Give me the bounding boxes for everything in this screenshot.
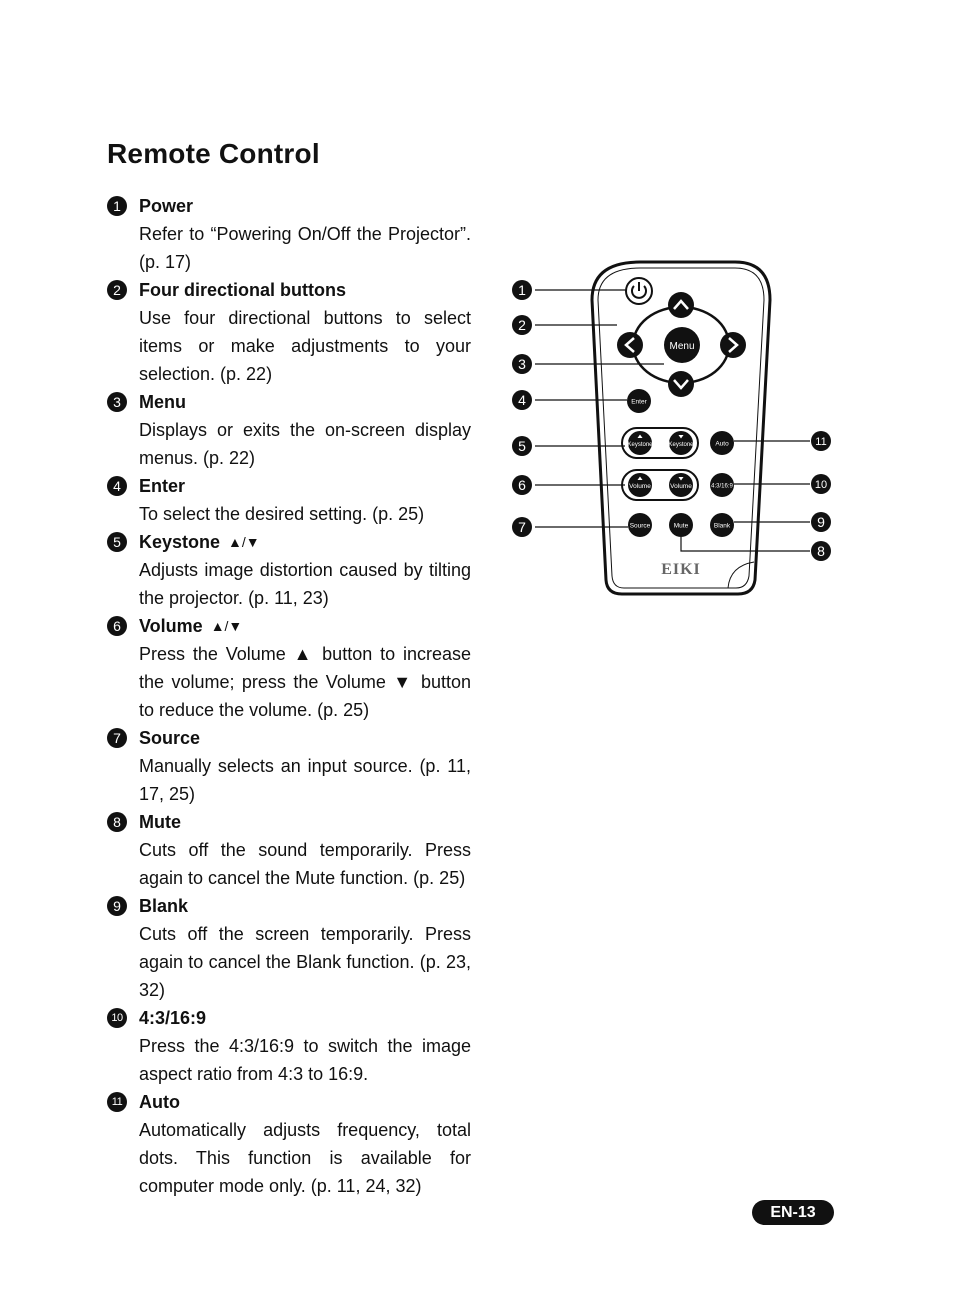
keystone-up-label: Keystone — [627, 442, 653, 448]
item-number: 8 — [107, 812, 127, 832]
item-title: Mute — [139, 811, 181, 832]
mute-button[interactable] — [669, 513, 693, 537]
item-description: Automatically adjusts frequency, total dots. This function is available for computer mode only. (p. 11, 24, 32) — [139, 1120, 471, 1196]
svg-text:7: 7 — [518, 519, 526, 535]
list-item — [107, 528, 471, 612]
source-button[interactable] — [628, 513, 652, 537]
item-title: Source — [139, 727, 201, 748]
item-title: Power — [139, 195, 194, 216]
remote-corner-line — [728, 562, 754, 588]
menu-button-label: Menu — [669, 341, 695, 352]
volume-up-label: Volume — [629, 483, 651, 490]
item-title: Enter — [139, 475, 186, 496]
svg-text:8: 8 — [817, 543, 825, 559]
list-item — [107, 472, 471, 528]
item-description: Cuts off the sound temporarily. Press again to cancel the Mute function. (p. 25) — [139, 840, 471, 888]
item-number: 7 — [107, 728, 127, 748]
list-item — [107, 1088, 471, 1200]
item-number: 5 — [107, 532, 127, 552]
svg-text:10: 10 — [814, 479, 828, 491]
item-description: Displays or exits the on-screen display menus. (p. 22) — [139, 420, 471, 468]
item-number: 1 — [107, 196, 127, 216]
list-item — [107, 892, 471, 1004]
list-item — [107, 192, 471, 276]
menu-button[interactable] — [664, 327, 700, 363]
svg-text:4: 4 — [518, 392, 526, 408]
callout-4 — [512, 390, 532, 410]
callout-10 — [811, 474, 831, 494]
callout-7 — [512, 517, 532, 537]
callout-9 — [811, 512, 831, 532]
blank-button-label: Blank — [713, 522, 731, 530]
volume-down-button[interactable] — [669, 473, 693, 497]
svg-text:5: 5 — [518, 438, 526, 454]
svg-text:3: 3 — [518, 356, 526, 372]
callout-8 — [811, 541, 831, 561]
item-title: Keystone — [139, 531, 221, 552]
feature-list — [107, 192, 471, 1200]
item-number: 3 — [107, 392, 127, 412]
item-number: 2 — [107, 280, 127, 300]
list-item — [107, 724, 471, 808]
callout-1 — [512, 280, 532, 300]
item-number: 4 — [107, 476, 127, 496]
item-description: Cuts off the screen temporarily. Press again to cancel the Blank function. (p. 23, 32) — [139, 924, 471, 1000]
item-title: Menu — [139, 391, 186, 412]
source-button-label: Source — [629, 522, 651, 530]
power-button[interactable] — [626, 278, 652, 304]
keystone-down-label: Keystone — [668, 442, 694, 448]
callout-11 — [811, 431, 831, 451]
aspect-ratio-label: 4:3/16:9 — [711, 483, 733, 490]
item-number: 11 — [107, 1092, 127, 1112]
svg-text:1: 1 — [518, 282, 526, 298]
list-item — [107, 276, 471, 388]
svg-text:11: 11 — [815, 436, 827, 448]
list-item — [107, 1004, 471, 1088]
list-item — [107, 808, 471, 892]
aspect-ratio-button[interactable] — [710, 473, 734, 497]
remote-control-diagram — [500, 250, 850, 610]
page-number-badge: EN-13 — [752, 1200, 834, 1225]
auto-button-label: Auto — [715, 440, 729, 448]
svg-text:2: 2 — [518, 317, 526, 333]
enter-button-label: Enter — [631, 398, 647, 406]
item-description: To select the desired setting. (p. 25) — [139, 504, 425, 524]
svg-text:6: 6 — [518, 477, 526, 493]
item-title: Auto — [139, 1091, 180, 1112]
callout-6 — [512, 475, 532, 495]
item-description: Press the Volume ▲ button to increase the volume; press the Volume ▼ button to reduce the volume. (p. 25) — [139, 644, 471, 720]
item-description: Adjusts image distortion caused by tilting the projector. (p. 11, 23) — [139, 560, 471, 608]
volume-up-button[interactable] — [628, 473, 652, 497]
down-arrow-button[interactable] — [668, 371, 694, 397]
item-number: 6 — [107, 616, 127, 636]
svg-text:9: 9 — [817, 514, 825, 530]
item-description: Press the 4:3/16:9 to switch the image aspect ratio from 4:3 to 16:9. — [139, 1036, 471, 1084]
callout-2 — [512, 315, 532, 335]
list-item — [107, 388, 471, 472]
page-title: Remote Control — [107, 138, 320, 169]
blank-button[interactable] — [710, 513, 734, 537]
item-description: Manually selects an input source. (p. 11, 17, 25) — [139, 756, 471, 804]
item-number: 9 — [107, 896, 127, 916]
brand-logo: EIKI — [661, 561, 701, 578]
keystone-down-button[interactable] — [668, 431, 694, 455]
left-arrow-button[interactable] — [617, 332, 643, 358]
item-title: 4:3/16:9 — [139, 1007, 207, 1028]
item-title: Four directional buttons — [139, 279, 346, 300]
arrow-glyphs: ▲/▼ — [228, 534, 260, 550]
mute-button-label: Mute — [673, 522, 689, 530]
item-number: 10 — [107, 1008, 127, 1028]
item-title: Blank — [139, 895, 189, 916]
callout-3 — [512, 354, 532, 374]
enter-button[interactable] — [627, 389, 651, 413]
up-arrow-button[interactable] — [668, 292, 694, 318]
item-title: Volume — [139, 615, 203, 636]
callout-5 — [512, 436, 532, 456]
volume-down-label: Volume — [670, 483, 692, 490]
right-arrow-button[interactable] — [720, 332, 746, 358]
keystone-up-button[interactable] — [627, 431, 653, 455]
arrow-glyphs: ▲/▼ — [210, 618, 243, 634]
item-description: Use four directional buttons to select items or make adjustments to your selection. (p. 22) — [139, 308, 471, 384]
item-description: Refer to “Powering On/Off the Projector”. (p. 17) — [139, 224, 471, 272]
auto-button[interactable] — [710, 431, 734, 455]
list-item — [107, 612, 471, 724]
